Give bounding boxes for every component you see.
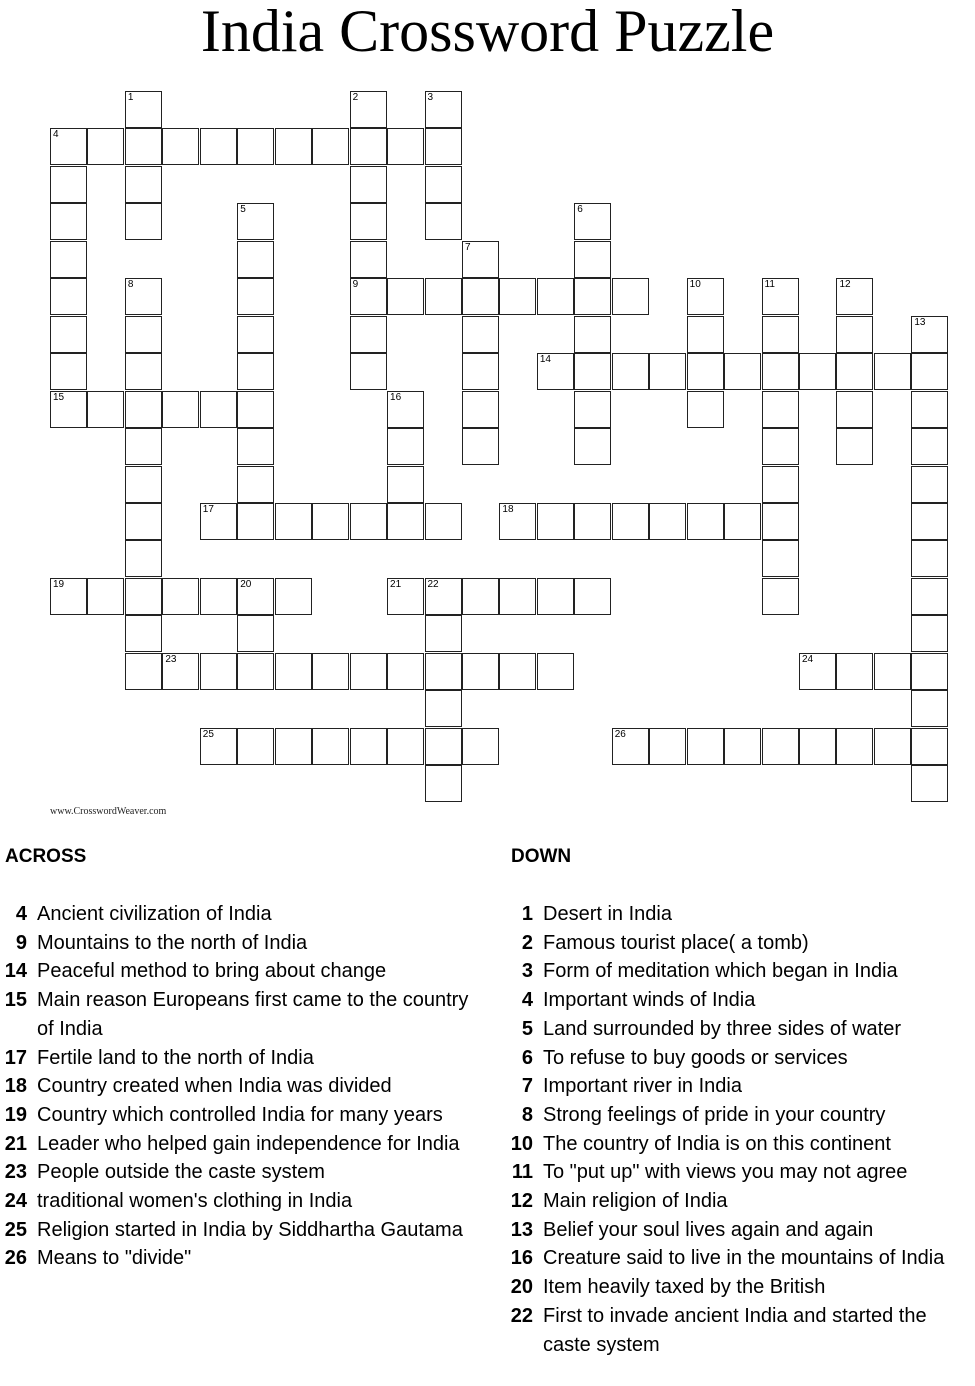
grid-cell[interactable] <box>799 728 836 765</box>
grid-cell[interactable] <box>200 391 237 428</box>
clue-number: 8 <box>521 1103 533 1126</box>
clue-number: 16 <box>510 1247 533 1270</box>
grid-cell[interactable] <box>462 728 499 765</box>
grid-cell[interactable] <box>350 316 387 353</box>
down-clue <box>509 1216 975 1245</box>
grid-cell[interactable] <box>462 578 499 615</box>
across-clue <box>0 957 480 986</box>
clue-number: 2 <box>352 92 359 103</box>
clue-number: 26 <box>614 728 626 740</box>
grid-cell[interactable] <box>425 765 462 802</box>
clue-number: 15 <box>53 391 65 403</box>
grid-cell[interactable] <box>387 503 424 540</box>
grid-cell[interactable] <box>499 653 536 690</box>
clue-number: 25 <box>4 1218 27 1241</box>
grid-cell[interactable] <box>275 653 312 690</box>
clue-text: Famous tourist place( a tomb) <box>543 931 809 954</box>
clue-text: Religion started in India by Siddhartha Gautama <box>37 1218 463 1241</box>
clue-text: Belief your soul lives again and again <box>543 1218 874 1241</box>
grid-cell[interactable] <box>275 128 312 165</box>
down-clue <box>509 1273 975 1302</box>
clue-text: Item heavily taxed by the British <box>543 1276 826 1299</box>
clue-number: 9 <box>15 931 27 954</box>
clue-number: 18 <box>4 1075 27 1098</box>
grid-cell[interactable] <box>125 615 162 652</box>
clue-number: 5 <box>240 204 246 216</box>
grid-cell[interactable] <box>50 578 87 615</box>
grid-cell[interactable] <box>200 128 237 165</box>
grid-cell[interactable] <box>387 128 424 165</box>
grid-cell[interactable] <box>799 353 836 390</box>
clue-text: Peaceful method to bring about change <box>37 960 387 983</box>
clue-number: 18 <box>502 503 514 515</box>
clue-text: Desert in India <box>543 903 672 925</box>
grid-cell[interactable] <box>50 241 87 278</box>
clue-number: 17 <box>202 503 214 515</box>
grid-cell[interactable] <box>425 91 462 128</box>
grid-cell[interactable] <box>574 278 611 315</box>
across-clue <box>0 1044 480 1073</box>
clue-number: 17 <box>4 1046 27 1069</box>
grid-cell[interactable] <box>162 128 199 165</box>
grid-cell[interactable] <box>462 278 499 315</box>
grid-cell[interactable] <box>237 391 274 428</box>
grid-cell[interactable] <box>724 728 761 765</box>
grid-cell[interactable] <box>425 653 462 690</box>
clue-number: 16 <box>390 391 402 403</box>
clue-number: 20 <box>510 1276 533 1299</box>
grid-cell[interactable] <box>237 578 274 615</box>
grid-cell[interactable] <box>911 316 948 353</box>
grid-cell[interactable] <box>275 728 312 765</box>
grid-cell[interactable] <box>162 578 199 615</box>
grid-cell[interactable] <box>537 653 574 690</box>
clue-text: Fertile land to the north of India <box>37 1046 314 1069</box>
grid-cell[interactable] <box>649 503 686 540</box>
clue-number: 20 <box>240 578 252 590</box>
grid-cell[interactable] <box>87 578 124 615</box>
grid-cell[interactable] <box>836 428 873 465</box>
grid-cell[interactable] <box>762 578 799 615</box>
clue-number: 11 <box>764 279 775 291</box>
grid-cell[interactable] <box>836 653 873 690</box>
clue-number: 6 <box>577 204 583 216</box>
across-clue <box>0 1101 480 1130</box>
grid-cell[interactable] <box>911 690 948 727</box>
grid-cell[interactable] <box>387 278 424 315</box>
clue-number: 14 <box>4 960 27 983</box>
grid-cell[interactable] <box>911 540 948 577</box>
clue-number: 19 <box>4 1103 27 1126</box>
grid-cell[interactable] <box>425 128 462 165</box>
grid-cell[interactable] <box>874 653 911 690</box>
grid-cell[interactable] <box>87 128 124 165</box>
grid-cell[interactable] <box>574 316 611 353</box>
grid-cell[interactable] <box>911 578 948 615</box>
clue-text: Main reason Europeans first came to the country of India <box>37 989 469 1040</box>
grid-cell[interactable] <box>687 728 724 765</box>
clue-number: 5 <box>521 1017 533 1040</box>
grid-cell[interactable] <box>499 578 536 615</box>
clue-number: 13 <box>510 1218 533 1241</box>
grid-cell[interactable] <box>911 391 948 428</box>
grid-cell[interactable] <box>537 278 574 315</box>
grid-cell[interactable] <box>911 466 948 503</box>
grid-cell[interactable] <box>350 91 387 128</box>
grid-cell[interactable] <box>387 428 424 465</box>
clue-number: 21 <box>390 578 402 590</box>
grid-cell[interactable] <box>237 241 274 278</box>
clue-number: 22 <box>510 1304 533 1327</box>
grid-cell[interactable] <box>50 166 87 203</box>
across-clue <box>0 900 480 929</box>
grid-cell[interactable] <box>125 91 162 128</box>
grid-cell[interactable] <box>425 203 462 240</box>
grid-cell[interactable] <box>425 503 462 540</box>
down-header: DOWN <box>511 846 572 867</box>
across-clue <box>0 929 480 958</box>
grid-cell[interactable] <box>799 653 836 690</box>
grid-cell[interactable] <box>687 353 724 390</box>
grid-cell[interactable] <box>125 653 162 690</box>
clue-number: 24 <box>802 653 814 665</box>
grid-cell[interactable] <box>237 728 274 765</box>
clue-text: To refuse to buy goods or services <box>543 1046 848 1069</box>
grid-cell[interactable] <box>312 728 349 765</box>
grid-cell[interactable] <box>125 203 162 240</box>
clue-number: 22 <box>427 578 439 590</box>
grid-cell[interactable] <box>125 391 162 428</box>
credit-text: www.CrosswordWeaver.com <box>50 806 167 817</box>
grid-cell[interactable] <box>724 353 761 390</box>
grid-cell[interactable] <box>50 128 87 165</box>
clue-number: 23 <box>165 653 177 665</box>
across-clue <box>0 1130 480 1159</box>
grid-cell[interactable] <box>762 728 799 765</box>
grid-cell[interactable] <box>237 353 274 390</box>
grid-cell[interactable] <box>125 540 162 577</box>
grid-cell[interactable] <box>762 428 799 465</box>
grid-cell[interactable] <box>50 353 87 390</box>
grid-cell[interactable] <box>836 391 873 428</box>
grid-cell[interactable] <box>462 353 499 390</box>
clue-number: 21 <box>4 1132 27 1155</box>
down-clue <box>509 986 975 1015</box>
grid-cell[interactable] <box>911 653 948 690</box>
grid-cell[interactable] <box>836 728 873 765</box>
grid-cell[interactable] <box>237 466 274 503</box>
clue-number: 1 <box>127 92 134 103</box>
clue-text: Land surrounded by three sides of water <box>543 1017 901 1040</box>
grid-cell[interactable] <box>350 503 387 540</box>
clue-number: 8 <box>127 279 134 291</box>
grid-cell[interactable] <box>462 391 499 428</box>
grid-cell[interactable] <box>237 428 274 465</box>
clue-text: Main religion of India <box>543 1190 728 1213</box>
grid-cell[interactable] <box>911 353 948 390</box>
grid-cell[interactable] <box>237 615 274 652</box>
clue-number: 23 <box>4 1161 27 1184</box>
grid-cell[interactable] <box>162 391 199 428</box>
grid-cell[interactable] <box>649 728 686 765</box>
grid-cell[interactable] <box>237 203 274 240</box>
clue-number: 15 <box>4 989 27 1012</box>
clue-text: To "put up" with views you may not agree <box>543 1161 908 1184</box>
clue-text: Country which controlled India for many years <box>37 1103 443 1126</box>
grid-cell[interactable] <box>612 353 649 390</box>
grid-cell[interactable] <box>762 353 799 390</box>
clue-number: 11 <box>511 1161 533 1184</box>
grid-cell[interactable] <box>125 128 162 165</box>
grid-cell[interactable] <box>387 653 424 690</box>
clue-number: 26 <box>4 1247 27 1270</box>
across-clue <box>0 1244 480 1273</box>
down-clue <box>509 1244 975 1273</box>
down-clue <box>509 1302 975 1359</box>
down-clue-list <box>509 900 975 1359</box>
grid-cell[interactable] <box>200 503 237 540</box>
down-clue <box>509 900 975 929</box>
grid-cell[interactable] <box>312 128 349 165</box>
grid-cell[interactable] <box>50 278 87 315</box>
clue-number: 10 <box>689 279 701 291</box>
page-title: India Crossword Puzzle <box>200 0 775 64</box>
grid-cell[interactable] <box>125 278 162 315</box>
grid-cell[interactable] <box>874 353 911 390</box>
down-clue <box>509 1015 975 1044</box>
grid-cell[interactable] <box>125 428 162 465</box>
grid-cell[interactable] <box>724 503 761 540</box>
grid-cell[interactable] <box>275 503 312 540</box>
grid-cell[interactable] <box>574 203 611 240</box>
clue-number: 10 <box>510 1132 533 1155</box>
grid-cell[interactable] <box>350 653 387 690</box>
grid-cell[interactable] <box>574 353 611 390</box>
grid-cell[interactable] <box>387 466 424 503</box>
clue-number: 3 <box>427 92 434 103</box>
grid-cell[interactable] <box>200 578 237 615</box>
clue-text: Important winds of India <box>543 989 756 1012</box>
grid-cell[interactable] <box>537 503 574 540</box>
grid-cell[interactable] <box>462 428 499 465</box>
grid-cell[interactable] <box>237 653 274 690</box>
grid-cell[interactable] <box>911 765 948 802</box>
down-clue <box>509 1072 975 1101</box>
grid-cell[interactable] <box>425 166 462 203</box>
grid-cell[interactable] <box>836 278 873 315</box>
grid-cell[interactable] <box>350 241 387 278</box>
grid-cell[interactable] <box>499 278 536 315</box>
clue-text: traditional women's clothing in India <box>37 1190 353 1213</box>
clue-number: 25 <box>202 728 214 740</box>
clue-number: 12 <box>510 1190 533 1213</box>
grid-cell[interactable] <box>125 166 162 203</box>
grid-cell[interactable] <box>237 128 274 165</box>
clue-text: Means to "divide" <box>37 1247 192 1270</box>
grid-cell[interactable] <box>350 166 387 203</box>
across-header: ACROSS <box>5 846 87 867</box>
grid-cell[interactable] <box>350 203 387 240</box>
grid-cell[interactable] <box>312 653 349 690</box>
grid-cell[interactable] <box>687 391 724 428</box>
grid-cell[interactable] <box>425 690 462 727</box>
clue-number: 14 <box>539 354 551 366</box>
grid-cell[interactable] <box>762 466 799 503</box>
grid-cell[interactable] <box>649 353 686 390</box>
clue-text: Leader who helped gain independence for India <box>37 1132 460 1155</box>
clue-text: Form of meditation which began in India <box>543 960 898 983</box>
grid-cell[interactable] <box>125 353 162 390</box>
grid-cell[interactable] <box>50 316 87 353</box>
grid-cell[interactable] <box>537 353 574 390</box>
grid-cell[interactable] <box>125 578 162 615</box>
clue-number: 4 <box>53 129 59 141</box>
clue-text: The country of India is on this continent <box>543 1132 891 1155</box>
grid-cell[interactable] <box>462 241 499 278</box>
grid-cell[interactable] <box>350 728 387 765</box>
grid-cell[interactable] <box>162 653 199 690</box>
clue-number: 12 <box>839 279 851 291</box>
clue-number: 24 <box>4 1190 27 1213</box>
clue-number: 4 <box>521 989 533 1012</box>
clue-text: Important river in India <box>543 1075 742 1098</box>
down-clue <box>509 1101 975 1130</box>
grid-cell[interactable] <box>836 316 873 353</box>
grid-cell[interactable] <box>125 466 162 503</box>
grid-cell[interactable] <box>387 391 424 428</box>
grid-cell[interactable] <box>687 278 724 315</box>
grid-cell[interactable] <box>874 728 911 765</box>
across-clue-list <box>0 900 480 1273</box>
clue-number: 7 <box>521 1075 533 1098</box>
grid-cell[interactable] <box>911 728 948 765</box>
grid-cell[interactable] <box>911 503 948 540</box>
grid-cell[interactable] <box>237 503 274 540</box>
grid-cell[interactable] <box>125 316 162 353</box>
clue-number: 7 <box>464 241 471 253</box>
grid-cell[interactable] <box>574 241 611 278</box>
across-clue <box>0 1072 480 1101</box>
grid-cell[interactable] <box>275 578 312 615</box>
across-clue <box>0 1158 480 1187</box>
grid-cell[interactable] <box>425 728 462 765</box>
grid-cell[interactable] <box>612 728 649 765</box>
grid-cell[interactable] <box>50 391 87 428</box>
grid-cell[interactable] <box>425 278 462 315</box>
grid-cell[interactable] <box>836 353 873 390</box>
clue-text: First to invade ancient India and started the caste system <box>543 1304 927 1356</box>
clue-text: Strong feelings of pride in your country <box>543 1103 886 1126</box>
grid-cell[interactable] <box>687 316 724 353</box>
grid-cell[interactable] <box>462 316 499 353</box>
clue-number: 19 <box>53 578 65 590</box>
grid-cell[interactable] <box>350 278 387 315</box>
grid-cell[interactable] <box>237 278 274 315</box>
grid-cell[interactable] <box>499 503 536 540</box>
grid-cell[interactable] <box>911 615 948 652</box>
clue-number: 1 <box>521 903 533 925</box>
grid-cell[interactable] <box>350 128 387 165</box>
grid-cell[interactable] <box>425 615 462 652</box>
clue-number: 13 <box>914 316 926 328</box>
clue-number: 6 <box>521 1046 533 1069</box>
grid-cell[interactable] <box>687 503 724 540</box>
grid-cell[interactable] <box>574 578 611 615</box>
grid-cell[interactable] <box>574 503 611 540</box>
clue-text: Creature said to live in the mountains of India <box>543 1247 945 1270</box>
across-clue <box>0 986 480 1043</box>
grid-cell[interactable] <box>87 391 124 428</box>
grid-cell[interactable] <box>125 503 162 540</box>
clue-text: Mountains to the north of India <box>37 931 308 954</box>
clue-number: 2 <box>521 931 533 954</box>
grid-cell[interactable] <box>50 203 87 240</box>
grid-cell[interactable] <box>762 391 799 428</box>
clue-text: People outside the caste system <box>37 1161 325 1184</box>
clue-number: 4 <box>15 903 27 925</box>
grid-cell[interactable] <box>462 653 499 690</box>
grid-cell[interactable] <box>387 728 424 765</box>
grid-cell[interactable] <box>425 578 462 615</box>
grid-cell[interactable] <box>612 503 649 540</box>
down-clue <box>509 1158 975 1187</box>
grid-cell[interactable] <box>200 653 237 690</box>
grid-cell[interactable] <box>200 728 237 765</box>
grid-cell[interactable] <box>387 578 424 615</box>
grid-cell[interactable] <box>762 540 799 577</box>
across-clue <box>0 1216 480 1245</box>
grid-cell[interactable] <box>612 278 649 315</box>
down-clue <box>509 957 975 986</box>
across-clue <box>0 1187 480 1216</box>
grid-cell[interactable] <box>574 391 611 428</box>
grid-cell[interactable] <box>312 503 349 540</box>
grid-cell[interactable] <box>237 316 274 353</box>
clue-text: Country created when India was divided <box>37 1075 392 1098</box>
grid-cell[interactable] <box>762 316 799 353</box>
clue-text: Ancient civilization of India <box>37 903 272 925</box>
grid-cell[interactable] <box>574 428 611 465</box>
grid-cell[interactable] <box>911 428 948 465</box>
grid-cell[interactable] <box>537 578 574 615</box>
clue-number: 9 <box>352 279 359 291</box>
grid-cell[interactable] <box>350 353 387 390</box>
down-clue <box>509 929 975 958</box>
grid-cell[interactable] <box>762 278 799 315</box>
down-clue <box>509 1130 975 1159</box>
down-clue <box>509 1187 975 1216</box>
down-clue <box>509 1044 975 1073</box>
clue-number: 3 <box>521 960 533 983</box>
grid-cell[interactable] <box>762 503 799 540</box>
